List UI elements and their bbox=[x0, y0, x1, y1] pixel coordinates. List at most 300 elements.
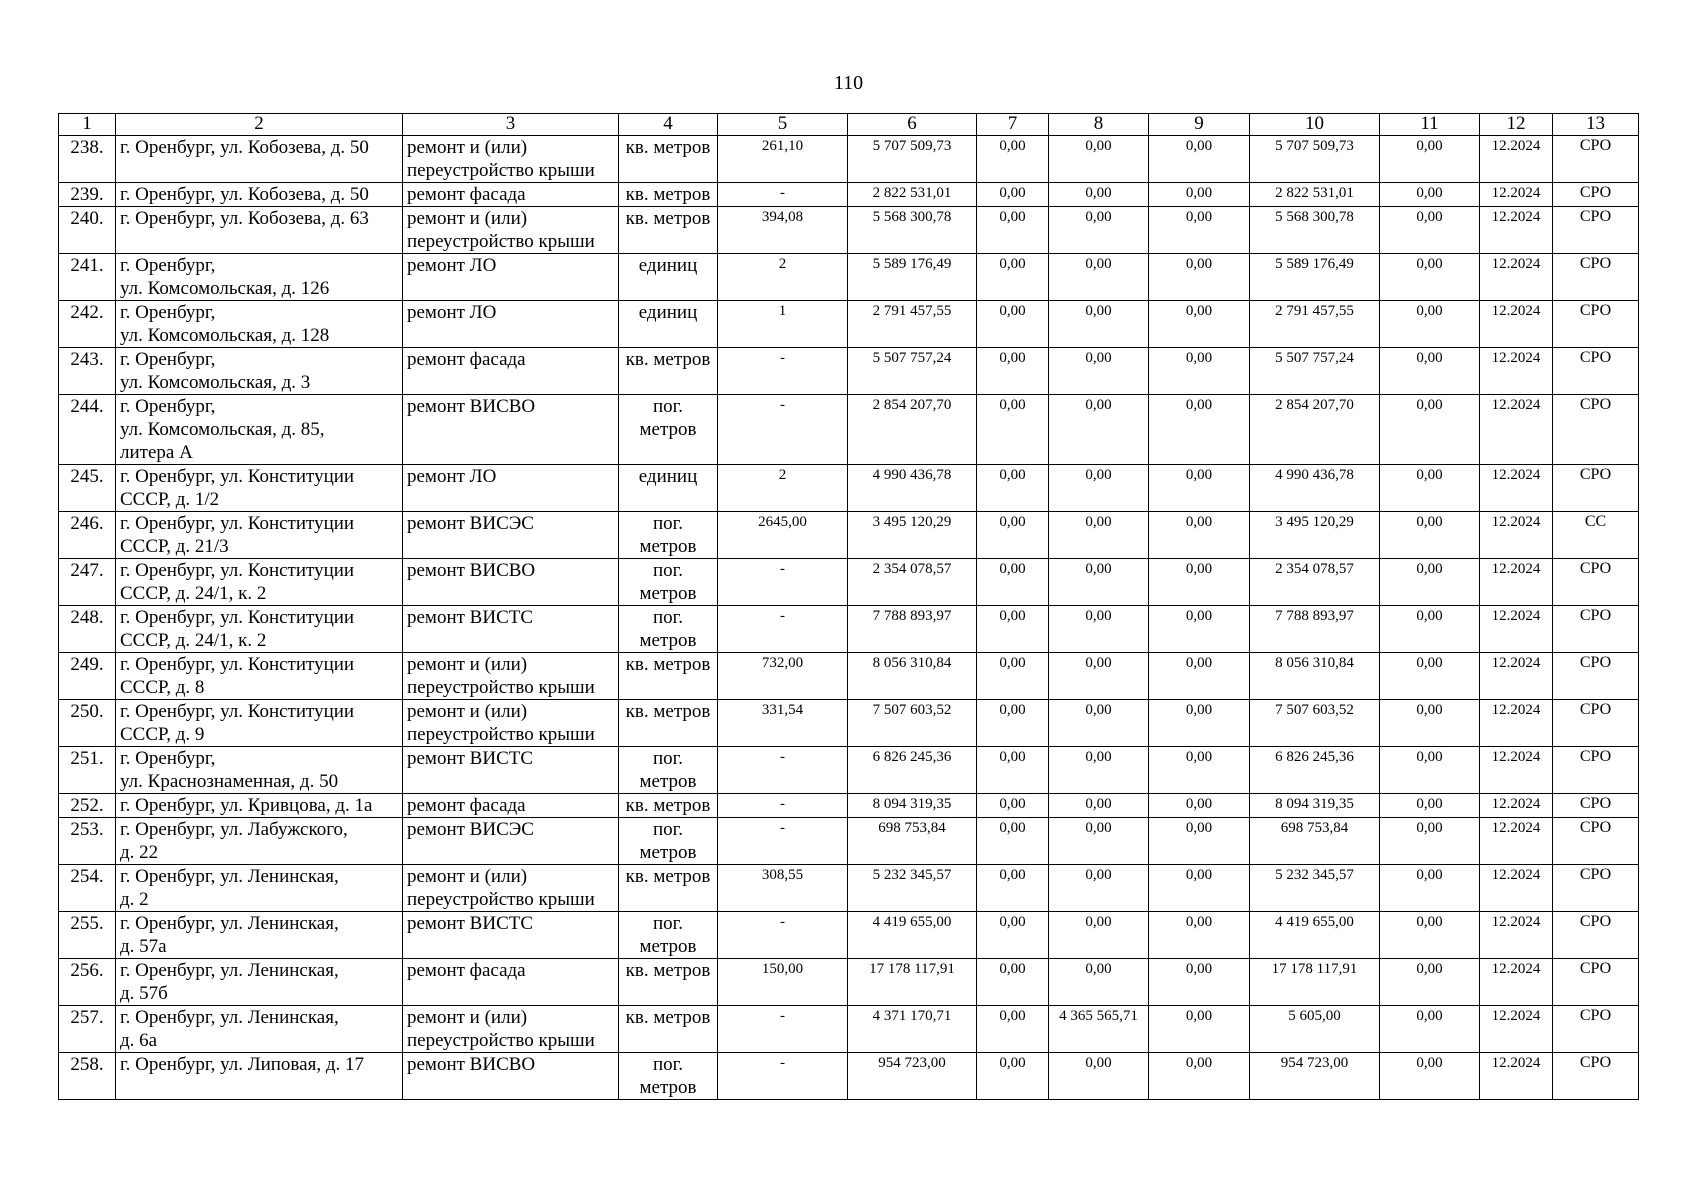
federal-funds-cell: 0,00 bbox=[977, 136, 1049, 183]
work-type-cell: ремонт и (или) переустройство крыши bbox=[403, 653, 619, 700]
other-funds-cell: 0,00 bbox=[1380, 465, 1480, 512]
table-row bbox=[59, 818, 1639, 865]
method-cell: СРО bbox=[1553, 700, 1639, 747]
owner-funds-cell: 7 788 893,97 bbox=[1250, 606, 1380, 653]
method-cell: СРО bbox=[1553, 794, 1639, 818]
work-type-cell: ремонт и (или) переустройство крыши bbox=[403, 865, 619, 912]
volume-cell: - bbox=[718, 395, 848, 465]
column-number-2: 2 bbox=[116, 114, 403, 136]
row-number: 258. bbox=[59, 1053, 116, 1100]
method-cell: СРО bbox=[1553, 465, 1639, 512]
row-number: 254. bbox=[59, 865, 116, 912]
method-cell: СРО bbox=[1553, 183, 1639, 207]
total-cost-cell: 6 826 245,36 bbox=[848, 747, 977, 794]
regional-funds-cell: 0,00 bbox=[1049, 301, 1149, 348]
work-type-cell: ремонт ВИСТС bbox=[403, 606, 619, 653]
table-row bbox=[59, 653, 1639, 700]
deadline-cell: 12.2024 bbox=[1480, 301, 1553, 348]
owner-funds-cell: 6 826 245,36 bbox=[1250, 747, 1380, 794]
row-number: 241. bbox=[59, 254, 116, 301]
regional-funds-cell: 0,00 bbox=[1049, 818, 1149, 865]
unit-cell: пог. метров bbox=[619, 1053, 718, 1100]
volume-cell: 2645,00 bbox=[718, 512, 848, 559]
work-type-cell: ремонт фасада bbox=[403, 183, 619, 207]
unit-cell: кв. метров bbox=[619, 794, 718, 818]
deadline-cell: 12.2024 bbox=[1480, 865, 1553, 912]
unit-cell: кв. метров bbox=[619, 959, 718, 1006]
row-number: 238. bbox=[59, 136, 116, 183]
row-number: 249. bbox=[59, 653, 116, 700]
table-body bbox=[59, 136, 1639, 1100]
row-number: 252. bbox=[59, 794, 116, 818]
volume-cell: 394,08 bbox=[718, 207, 848, 254]
method-cell: СРО bbox=[1553, 301, 1639, 348]
work-type-cell: ремонт ВИСТС bbox=[403, 747, 619, 794]
deadline-cell: 12.2024 bbox=[1480, 959, 1553, 1006]
regional-funds-cell: 0,00 bbox=[1049, 512, 1149, 559]
volume-cell: - bbox=[718, 606, 848, 653]
owner-funds-cell: 2 854 207,70 bbox=[1250, 395, 1380, 465]
federal-funds-cell: 0,00 bbox=[977, 183, 1049, 207]
deadline-cell: 12.2024 bbox=[1480, 653, 1553, 700]
column-number-1: 1 bbox=[59, 114, 116, 136]
table-row bbox=[59, 1006, 1639, 1053]
federal-funds-cell: 0,00 bbox=[977, 1006, 1049, 1053]
other-funds-cell: 0,00 bbox=[1380, 512, 1480, 559]
column-number-13: 13 bbox=[1553, 114, 1639, 136]
regional-funds-cell: 0,00 bbox=[1049, 465, 1149, 512]
other-funds-cell: 0,00 bbox=[1380, 301, 1480, 348]
method-cell: СРО bbox=[1553, 818, 1639, 865]
deadline-cell: 12.2024 bbox=[1480, 606, 1553, 653]
address-cell: г. Оренбург, ул. Ленинская, д. 6а bbox=[116, 1006, 403, 1053]
municipal-funds-cell: 0,00 bbox=[1149, 794, 1250, 818]
regional-funds-cell: 0,00 bbox=[1049, 207, 1149, 254]
table-row bbox=[59, 959, 1639, 1006]
municipal-funds-cell: 0,00 bbox=[1149, 818, 1250, 865]
total-cost-cell: 5 589 176,49 bbox=[848, 254, 977, 301]
owner-funds-cell: 5 568 300,78 bbox=[1250, 207, 1380, 254]
row-number: 240. bbox=[59, 207, 116, 254]
total-cost-cell: 698 753,84 bbox=[848, 818, 977, 865]
address-cell: г. Оренбург, ул. Ленинская, д. 2 bbox=[116, 865, 403, 912]
unit-cell: кв. метров bbox=[619, 865, 718, 912]
deadline-cell: 12.2024 bbox=[1480, 207, 1553, 254]
column-number-8: 8 bbox=[1049, 114, 1149, 136]
owner-funds-cell: 3 495 120,29 bbox=[1250, 512, 1380, 559]
column-number-5: 5 bbox=[718, 114, 848, 136]
total-cost-cell: 2 854 207,70 bbox=[848, 395, 977, 465]
other-funds-cell: 0,00 bbox=[1380, 959, 1480, 1006]
other-funds-cell: 0,00 bbox=[1380, 1006, 1480, 1053]
other-funds-cell: 0,00 bbox=[1380, 818, 1480, 865]
owner-funds-cell: 2 822 531,01 bbox=[1250, 183, 1380, 207]
work-type-cell: ремонт и (или) переустройство крыши bbox=[403, 700, 619, 747]
row-number: 244. bbox=[59, 395, 116, 465]
method-cell: СРО bbox=[1553, 747, 1639, 794]
unit-cell: кв. метров bbox=[619, 348, 718, 395]
work-type-cell: ремонт фасада bbox=[403, 794, 619, 818]
table-row bbox=[59, 207, 1639, 254]
address-cell: г. Оренбург, ул. Комсомольская, д. 128 bbox=[116, 301, 403, 348]
other-funds-cell: 0,00 bbox=[1380, 912, 1480, 959]
owner-funds-cell: 17 178 117,91 bbox=[1250, 959, 1380, 1006]
unit-cell: единиц bbox=[619, 254, 718, 301]
row-number: 251. bbox=[59, 747, 116, 794]
other-funds-cell: 0,00 bbox=[1380, 348, 1480, 395]
unit-cell: кв. метров bbox=[619, 183, 718, 207]
municipal-funds-cell: 0,00 bbox=[1149, 1053, 1250, 1100]
work-type-cell: ремонт ЛО bbox=[403, 465, 619, 512]
federal-funds-cell: 0,00 bbox=[977, 818, 1049, 865]
unit-cell: пог. метров bbox=[619, 512, 718, 559]
municipal-funds-cell: 0,00 bbox=[1149, 465, 1250, 512]
regional-funds-cell: 0,00 bbox=[1049, 348, 1149, 395]
total-cost-cell: 4 371 170,71 bbox=[848, 1006, 977, 1053]
other-funds-cell: 0,00 bbox=[1380, 395, 1480, 465]
other-funds-cell: 0,00 bbox=[1380, 865, 1480, 912]
unit-cell: кв. метров bbox=[619, 207, 718, 254]
other-funds-cell: 0,00 bbox=[1380, 700, 1480, 747]
address-cell: г. Оренбург, ул. Ленинская, д. 57а bbox=[116, 912, 403, 959]
total-cost-cell: 8 056 310,84 bbox=[848, 653, 977, 700]
volume-cell: - bbox=[718, 747, 848, 794]
deadline-cell: 12.2024 bbox=[1480, 183, 1553, 207]
table-row bbox=[59, 512, 1639, 559]
unit-cell: единиц bbox=[619, 465, 718, 512]
total-cost-cell: 17 178 117,91 bbox=[848, 959, 977, 1006]
row-number: 255. bbox=[59, 912, 116, 959]
other-funds-cell: 0,00 bbox=[1380, 653, 1480, 700]
volume-cell: 2 bbox=[718, 254, 848, 301]
municipal-funds-cell: 0,00 bbox=[1149, 700, 1250, 747]
address-cell: г. Оренбург, ул. Конституции СССР, д. 21/3 bbox=[116, 512, 403, 559]
other-funds-cell: 0,00 bbox=[1380, 207, 1480, 254]
regional-funds-cell: 0,00 bbox=[1049, 395, 1149, 465]
federal-funds-cell: 0,00 bbox=[977, 207, 1049, 254]
work-type-cell: ремонт ВИСВО bbox=[403, 395, 619, 465]
total-cost-cell: 5 568 300,78 bbox=[848, 207, 977, 254]
owner-funds-cell: 2 354 078,57 bbox=[1250, 559, 1380, 606]
municipal-funds-cell: 0,00 bbox=[1149, 1006, 1250, 1053]
volume-cell: - bbox=[718, 559, 848, 606]
table-row bbox=[59, 254, 1639, 301]
column-number-row bbox=[59, 114, 1639, 136]
municipal-funds-cell: 0,00 bbox=[1149, 183, 1250, 207]
address-cell: г. Оренбург, ул. Конституции СССР, д. 9 bbox=[116, 700, 403, 747]
unit-cell: кв. метров bbox=[619, 1006, 718, 1053]
volume-cell: - bbox=[718, 1006, 848, 1053]
volume-cell: 331,54 bbox=[718, 700, 848, 747]
federal-funds-cell: 0,00 bbox=[977, 865, 1049, 912]
municipal-funds-cell: 0,00 bbox=[1149, 512, 1250, 559]
work-type-cell: ремонт фасада bbox=[403, 959, 619, 1006]
work-type-cell: ремонт фасада bbox=[403, 348, 619, 395]
row-number: 246. bbox=[59, 512, 116, 559]
work-type-cell: ремонт ВИСЭС bbox=[403, 818, 619, 865]
column-number-11: 11 bbox=[1380, 114, 1480, 136]
volume-cell: - bbox=[718, 1053, 848, 1100]
work-type-cell: ремонт ВИСВО bbox=[403, 1053, 619, 1100]
deadline-cell: 12.2024 bbox=[1480, 136, 1553, 183]
volume-cell: - bbox=[718, 794, 848, 818]
owner-funds-cell: 8 094 319,35 bbox=[1250, 794, 1380, 818]
regional-funds-cell: 0,00 bbox=[1049, 653, 1149, 700]
federal-funds-cell: 0,00 bbox=[977, 465, 1049, 512]
column-number-7: 7 bbox=[977, 114, 1049, 136]
table-row bbox=[59, 1053, 1639, 1100]
municipal-funds-cell: 0,00 bbox=[1149, 136, 1250, 183]
total-cost-cell: 7 507 603,52 bbox=[848, 700, 977, 747]
address-cell: г. Оренбург, ул. Краснознаменная, д. 50 bbox=[116, 747, 403, 794]
row-number: 248. bbox=[59, 606, 116, 653]
total-cost-cell: 7 788 893,97 bbox=[848, 606, 977, 653]
total-cost-cell: 3 495 120,29 bbox=[848, 512, 977, 559]
unit-cell: единиц bbox=[619, 301, 718, 348]
regional-funds-cell: 0,00 bbox=[1049, 865, 1149, 912]
regional-funds-cell: 0,00 bbox=[1049, 794, 1149, 818]
row-number: 245. bbox=[59, 465, 116, 512]
municipal-funds-cell: 0,00 bbox=[1149, 865, 1250, 912]
regional-funds-cell: 0,00 bbox=[1049, 912, 1149, 959]
row-number: 242. bbox=[59, 301, 116, 348]
volume-cell: 1 bbox=[718, 301, 848, 348]
total-cost-cell: 2 822 531,01 bbox=[848, 183, 977, 207]
column-number-6: 6 bbox=[848, 114, 977, 136]
deadline-cell: 12.2024 bbox=[1480, 512, 1553, 559]
address-cell: г. Оренбург, ул. Кобозева, д. 50 bbox=[116, 183, 403, 207]
work-type-cell: ремонт и (или) переустройство крыши bbox=[403, 1006, 619, 1053]
row-number: 239. bbox=[59, 183, 116, 207]
unit-cell: пог. метров bbox=[619, 818, 718, 865]
address-cell: г. Оренбург, ул. Липовая, д. 17 bbox=[116, 1053, 403, 1100]
volume-cell: 732,00 bbox=[718, 653, 848, 700]
method-cell: СРО bbox=[1553, 559, 1639, 606]
federal-funds-cell: 0,00 bbox=[977, 254, 1049, 301]
method-cell: СРО bbox=[1553, 959, 1639, 1006]
table-row bbox=[59, 301, 1639, 348]
regional-funds-cell: 0,00 bbox=[1049, 254, 1149, 301]
federal-funds-cell: 0,00 bbox=[977, 1053, 1049, 1100]
row-number: 250. bbox=[59, 700, 116, 747]
federal-funds-cell: 0,00 bbox=[977, 395, 1049, 465]
method-cell: СРО bbox=[1553, 348, 1639, 395]
table-row bbox=[59, 794, 1639, 818]
volume-cell: 261,10 bbox=[718, 136, 848, 183]
address-cell: г. Оренбург, ул. Кобозева, д. 63 bbox=[116, 207, 403, 254]
total-cost-cell: 2 354 078,57 bbox=[848, 559, 977, 606]
address-cell: г. Оренбург, ул. Комсомольская, д. 126 bbox=[116, 254, 403, 301]
owner-funds-cell: 8 056 310,84 bbox=[1250, 653, 1380, 700]
column-number-4: 4 bbox=[619, 114, 718, 136]
unit-cell: пог. метров bbox=[619, 606, 718, 653]
column-number-12: 12 bbox=[1480, 114, 1553, 136]
address-cell: г. Оренбург, ул. Конституции СССР, д. 24/1, к. 2 bbox=[116, 559, 403, 606]
other-funds-cell: 0,00 bbox=[1380, 1053, 1480, 1100]
regional-funds-cell: 0,00 bbox=[1049, 606, 1149, 653]
method-cell: СРО bbox=[1553, 136, 1639, 183]
municipal-funds-cell: 0,00 bbox=[1149, 348, 1250, 395]
unit-cell: пог. метров bbox=[619, 912, 718, 959]
work-type-cell: ремонт ВИСЭС bbox=[403, 512, 619, 559]
column-number-10: 10 bbox=[1250, 114, 1380, 136]
work-type-cell: ремонт и (или) переустройство крыши bbox=[403, 136, 619, 183]
deadline-cell: 12.2024 bbox=[1480, 700, 1553, 747]
row-number: 256. bbox=[59, 959, 116, 1006]
volume-cell: - bbox=[718, 818, 848, 865]
federal-funds-cell: 0,00 bbox=[977, 959, 1049, 1006]
regional-funds-cell: 0,00 bbox=[1049, 183, 1149, 207]
total-cost-cell: 5 707 509,73 bbox=[848, 136, 977, 183]
table-row bbox=[59, 559, 1639, 606]
method-cell: СРО bbox=[1553, 912, 1639, 959]
deadline-cell: 12.2024 bbox=[1480, 747, 1553, 794]
row-number: 253. bbox=[59, 818, 116, 865]
address-cell: г. Оренбург, ул. Комсомольская, д. 85, литера А bbox=[116, 395, 403, 465]
deadline-cell: 12.2024 bbox=[1480, 818, 1553, 865]
volume-cell: - bbox=[718, 912, 848, 959]
owner-funds-cell: 5 507 757,24 bbox=[1250, 348, 1380, 395]
other-funds-cell: 0,00 bbox=[1380, 747, 1480, 794]
unit-cell: кв. метров bbox=[619, 653, 718, 700]
table-row bbox=[59, 606, 1639, 653]
total-cost-cell: 8 094 319,35 bbox=[848, 794, 977, 818]
table-row bbox=[59, 465, 1639, 512]
total-cost-cell: 5 507 757,24 bbox=[848, 348, 977, 395]
owner-funds-cell: 954 723,00 bbox=[1250, 1053, 1380, 1100]
capital-repair-table bbox=[58, 113, 1639, 1100]
volume-cell: - bbox=[718, 348, 848, 395]
row-number: 243. bbox=[59, 348, 116, 395]
owner-funds-cell: 4 990 436,78 bbox=[1250, 465, 1380, 512]
address-cell: г. Оренбург, ул. Конституции СССР, д. 24/1, к. 2 bbox=[116, 606, 403, 653]
method-cell: СС bbox=[1553, 512, 1639, 559]
federal-funds-cell: 0,00 bbox=[977, 301, 1049, 348]
federal-funds-cell: 0,00 bbox=[977, 559, 1049, 606]
row-number: 257. bbox=[59, 1006, 116, 1053]
municipal-funds-cell: 0,00 bbox=[1149, 606, 1250, 653]
other-funds-cell: 0,00 bbox=[1380, 559, 1480, 606]
method-cell: СРО bbox=[1553, 865, 1639, 912]
other-funds-cell: 0,00 bbox=[1380, 183, 1480, 207]
address-cell: г. Оренбург, ул. Ленинская, д. 57б bbox=[116, 959, 403, 1006]
owner-funds-cell: 5 232 345,57 bbox=[1250, 865, 1380, 912]
regional-funds-cell: 0,00 bbox=[1049, 136, 1149, 183]
regional-funds-cell: 0,00 bbox=[1049, 959, 1149, 1006]
method-cell: СРО bbox=[1553, 606, 1639, 653]
table-row bbox=[59, 700, 1639, 747]
volume-cell: 150,00 bbox=[718, 959, 848, 1006]
unit-cell: кв. метров bbox=[619, 700, 718, 747]
owner-funds-cell: 5 605,00 bbox=[1250, 1006, 1380, 1053]
other-funds-cell: 0,00 bbox=[1380, 794, 1480, 818]
other-funds-cell: 0,00 bbox=[1380, 136, 1480, 183]
work-type-cell: ремонт ВИСТС bbox=[403, 912, 619, 959]
work-type-cell: ремонт ЛО bbox=[403, 254, 619, 301]
unit-cell: кв. метров bbox=[619, 136, 718, 183]
federal-funds-cell: 0,00 bbox=[977, 794, 1049, 818]
table-row bbox=[59, 395, 1639, 465]
method-cell: СРО bbox=[1553, 254, 1639, 301]
municipal-funds-cell: 0,00 bbox=[1149, 912, 1250, 959]
table-row bbox=[59, 183, 1639, 207]
volume-cell: 2 bbox=[718, 465, 848, 512]
row-number: 247. bbox=[59, 559, 116, 606]
deadline-cell: 12.2024 bbox=[1480, 794, 1553, 818]
federal-funds-cell: 0,00 bbox=[977, 747, 1049, 794]
regional-funds-cell: 0,00 bbox=[1049, 559, 1149, 606]
municipal-funds-cell: 0,00 bbox=[1149, 747, 1250, 794]
table-row bbox=[59, 865, 1639, 912]
table-row bbox=[59, 912, 1639, 959]
address-cell: г. Оренбург, ул. Комсомольская, д. 3 bbox=[116, 348, 403, 395]
volume-cell: 308,55 bbox=[718, 865, 848, 912]
owner-funds-cell: 7 507 603,52 bbox=[1250, 700, 1380, 747]
federal-funds-cell: 0,00 bbox=[977, 348, 1049, 395]
work-type-cell: ремонт ВИСВО bbox=[403, 559, 619, 606]
method-cell: СРО bbox=[1553, 207, 1639, 254]
work-type-cell: ремонт ЛО bbox=[403, 301, 619, 348]
federal-funds-cell: 0,00 bbox=[977, 606, 1049, 653]
total-cost-cell: 4 419 655,00 bbox=[848, 912, 977, 959]
municipal-funds-cell: 0,00 bbox=[1149, 301, 1250, 348]
deadline-cell: 12.2024 bbox=[1480, 912, 1553, 959]
method-cell: СРО bbox=[1553, 395, 1639, 465]
municipal-funds-cell: 0,00 bbox=[1149, 254, 1250, 301]
federal-funds-cell: 0,00 bbox=[977, 653, 1049, 700]
method-cell: СРО bbox=[1553, 1006, 1639, 1053]
table-row bbox=[59, 136, 1639, 183]
owner-funds-cell: 5 589 176,49 bbox=[1250, 254, 1380, 301]
deadline-cell: 12.2024 bbox=[1480, 1006, 1553, 1053]
work-type-cell: ремонт и (или) переустройство крыши bbox=[403, 207, 619, 254]
deadline-cell: 12.2024 bbox=[1480, 465, 1553, 512]
method-cell: СРО bbox=[1553, 653, 1639, 700]
owner-funds-cell: 698 753,84 bbox=[1250, 818, 1380, 865]
address-cell: г. Оренбург, ул. Конституции СССР, д. 8 bbox=[116, 653, 403, 700]
regional-funds-cell: 0,00 bbox=[1049, 747, 1149, 794]
page-number: 110 bbox=[833, 72, 864, 94]
method-cell: СРО bbox=[1553, 1053, 1639, 1100]
regional-funds-cell: 0,00 bbox=[1049, 1053, 1149, 1100]
column-number-3: 3 bbox=[403, 114, 619, 136]
federal-funds-cell: 0,00 bbox=[977, 512, 1049, 559]
deadline-cell: 12.2024 bbox=[1480, 1053, 1553, 1100]
unit-cell: пог. метров bbox=[619, 395, 718, 465]
municipal-funds-cell: 0,00 bbox=[1149, 559, 1250, 606]
address-cell: г. Оренбург, ул. Конституции СССР, д. 1/2 bbox=[116, 465, 403, 512]
deadline-cell: 12.2024 bbox=[1480, 395, 1553, 465]
regional-funds-cell: 4 365 565,71 bbox=[1049, 1006, 1149, 1053]
other-funds-cell: 0,00 bbox=[1380, 254, 1480, 301]
other-funds-cell: 0,00 bbox=[1380, 606, 1480, 653]
municipal-funds-cell: 0,00 bbox=[1149, 395, 1250, 465]
owner-funds-cell: 2 791 457,55 bbox=[1250, 301, 1380, 348]
owner-funds-cell: 4 419 655,00 bbox=[1250, 912, 1380, 959]
address-cell: г. Оренбург, ул. Лабужского, д. 22 bbox=[116, 818, 403, 865]
unit-cell: пог. метров bbox=[619, 747, 718, 794]
regional-funds-cell: 0,00 bbox=[1049, 700, 1149, 747]
address-cell: г. Оренбург, ул. Кобозева, д. 50 bbox=[116, 136, 403, 183]
total-cost-cell: 5 232 345,57 bbox=[848, 865, 977, 912]
table-row bbox=[59, 747, 1639, 794]
address-cell: г. Оренбург, ул. Кривцова, д. 1а bbox=[116, 794, 403, 818]
deadline-cell: 12.2024 bbox=[1480, 559, 1553, 606]
table-row bbox=[59, 348, 1639, 395]
total-cost-cell: 954 723,00 bbox=[848, 1053, 977, 1100]
deadline-cell: 12.2024 bbox=[1480, 254, 1553, 301]
total-cost-cell: 4 990 436,78 bbox=[848, 465, 977, 512]
